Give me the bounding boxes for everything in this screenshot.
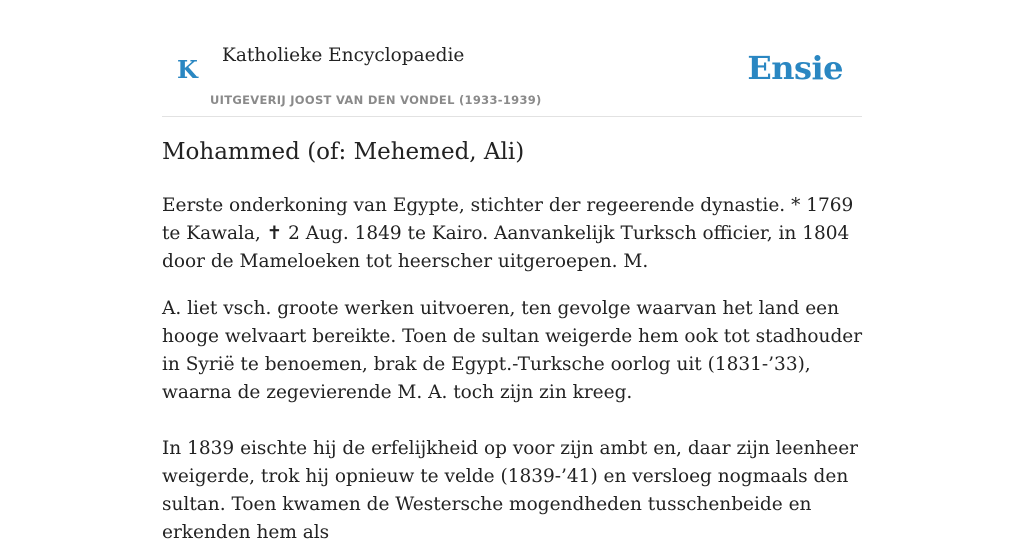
entry-title: Mohammed (of: Mehemed, Ali)	[162, 139, 525, 165]
encyclopedia-logo[interactable]: K	[177, 55, 198, 84]
entry-paragraph: A. liet vsch. groote werken uitvoeren, ten gevolge waarvan het land een hooge welvaart bereikte. Toen de sultan weigerde hem ook tot stadhouder in Syrië te benoemen, brak de Egypt.-Turksche oorlog uit (1831-’33), waarna de zegevierende M. A. toch zijn zin kreeg.	[162, 298, 863, 403]
site-header	[162, 0, 862, 117]
entry-paragraph: In 1839 eischte hij de erfelijkheid op voor zijn ambt en, daar zijn leenheer weigerde, trok hij opnieuw te velde (1839-’41) en versloeg nogmaals den sultan. Toen kwamen de Westersche mogendheden tusschenbeide en erkenden hem als	[162, 438, 859, 543]
publisher-label: UITGEVERIJ JOOST VAN DEN VONDEL (1933-1939)	[210, 93, 542, 107]
entry-paragraph: Eerste onderkoning van Egypte, stichter der regeerende dynastie. * 1769 te Kawala, ✝ 2 Aug. 1849 te Kairo. Aanvankelijk Turksch officier, in 1804 door de Mameloeken tot heerscher uitgeroepen. M.	[162, 195, 854, 272]
book-title[interactable]: Katholieke Encyclopaedie	[222, 45, 465, 66]
entry-body	[162, 192, 867, 547]
ensie-logo[interactable]: Ensie	[747, 49, 843, 87]
